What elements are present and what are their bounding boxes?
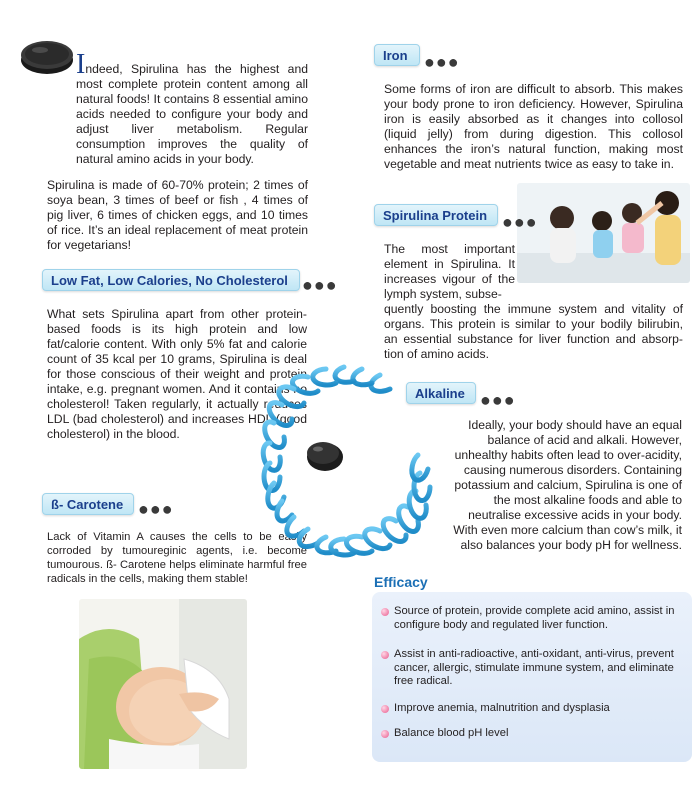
efficacy-item: Improve anemia, malnutrition and dysplasia: [394, 702, 684, 716]
bullet-icon: [381, 608, 389, 616]
drop-cap: I: [76, 49, 86, 80]
bullet-icon: [381, 730, 389, 738]
protein-title: Spirulina Protein: [383, 208, 488, 223]
efficacy-title: Efficacy: [374, 574, 428, 590]
family-photo: [517, 183, 690, 283]
lowfat-paragraph: What sets Spirulina apart from other protein-based foods is its high protein and low fat/calorie content. With only 5% fat and calorie count of 35 kcal per 10 grams, Spirulina is deal for those conscious of their weight and protein intake, e.g. pregnant women. And it contains no cholesterol! Taken regularly, it actually reduces LDL (bad cholesterol) and increases HDL (good cholesterol) in the blood.: [47, 307, 307, 441]
ellipsis-dots-icon: ●●●: [424, 52, 460, 72]
intro-paragraph: [76, 49, 308, 167]
lowfat-heading: [42, 269, 300, 291]
efficacy-item: Assist in anti-radioactive, anti-oxidant, anti-virus, prevent cancer, allergic, stimulate immune system, and eliminate free radical.: [394, 648, 684, 689]
alkaline-paragraph: Ideally, your body should have an equal balance of acid and alkali. However, unhealthy habits often lead to over-acidity, causing numerous disorders. Containing potassium and calcium, Spirulina is one of the most alkaline foods and able to neutralise excessive acids in your body. With even more calcium than cow’s milk, it also balances your body pH for wellness.: [453, 418, 682, 552]
bullet-icon: [381, 651, 389, 659]
intro-text: ndeed, Spirulina has the highest and most complete protein content among all natural foods! It contains 8 essential amino acids needed to configure your body and adjust liver metabolism. Regular consumption improves the quality of natural amino acids in your body.: [76, 62, 308, 166]
pregnant-woman-photo: [79, 599, 247, 769]
protein-comparison-paragraph: Spirulina is made of 60-70% protein; 2 times of soya bean, 3 times of beef or fish , 4 times of pig liver, 6 times of chicken eggs, and 10 times of rice. It’s an ideal replacement of meat protein for vegetarians!: [47, 178, 308, 252]
carotene-heading: [42, 493, 134, 515]
bullet-icon: [381, 705, 389, 713]
ellipsis-dots-icon: ●●●: [502, 212, 538, 232]
spirulina-tablet-image: [18, 36, 76, 76]
protein-paragraph-intro: The most important element in Spirulina. It increases vigour of the lymph system, subse-: [384, 242, 515, 301]
carotene-title: ß- Carotene: [51, 497, 124, 512]
iron-title: Iron: [383, 48, 408, 63]
lowfat-title: Low Fat, Low Calories, No Cholesterol: [51, 273, 288, 288]
alkaline-heading: [406, 382, 476, 404]
efficacy-item: Balance blood pH level: [394, 727, 684, 741]
efficacy-item: Source of protein, provide complete acid amino, assist in configure body and regulated liver function.: [394, 605, 684, 632]
ellipsis-dots-icon: ●●●: [302, 275, 338, 295]
protein-paragraph-rest: quently boosting the immune system and vitality of organs. This protein is similar to your bodily bilirubin, an essential substance for liver function and absorp-tion of amino acids.: [384, 302, 683, 361]
iron-paragraph: Some forms of iron are difficult to absorb. This makes your body prone to iron deficiency. However, Spirulina iron is easily absorbed as it changes into collosol (liquid jelly) from during digestion. This collosol enhances the iron’s natural function, making most vegetable and meat nutrients twice as easy to take in.: [384, 82, 683, 171]
alkaline-title: Alkaline: [415, 386, 465, 401]
iron-heading: [374, 44, 420, 66]
ellipsis-dots-icon: ●●●: [480, 390, 516, 410]
protein-heading: [374, 204, 498, 226]
ellipsis-dots-icon: ●●●: [138, 499, 174, 519]
carotene-paragraph: Lack of Vitamin A causes the cells to be easily corroded by tumoureginic agents, i.e. become tumourous. ß- Carotene helps eliminate harmful free radicals in the cells, making them stable!: [47, 531, 307, 585]
